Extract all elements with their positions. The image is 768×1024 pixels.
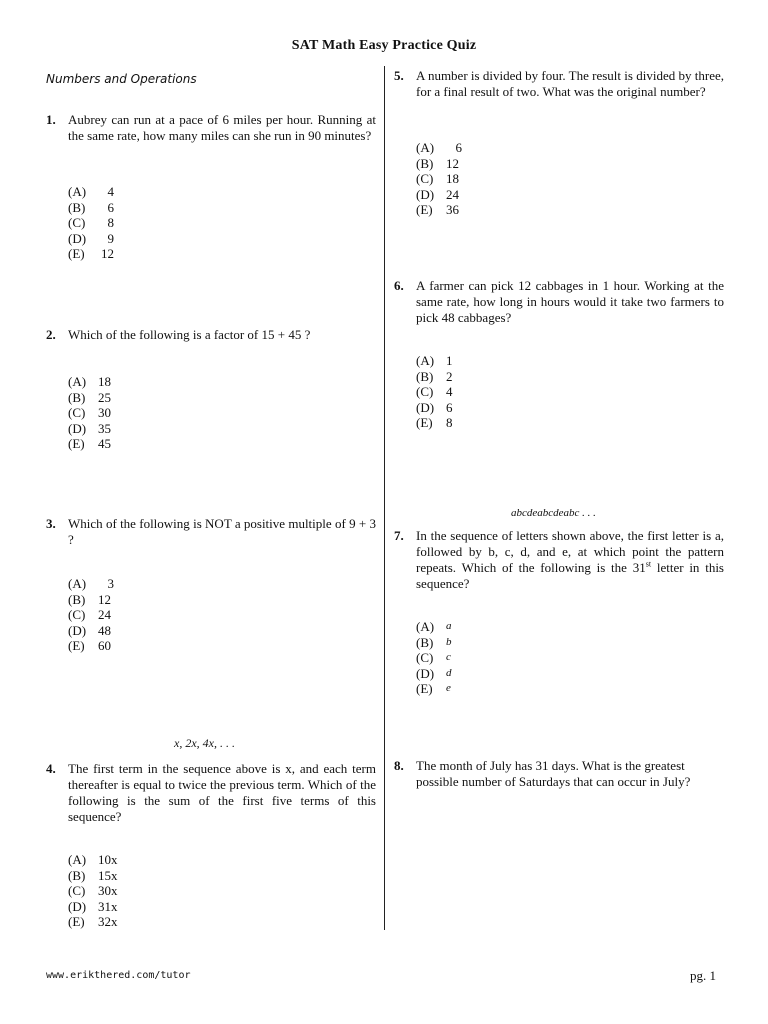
choices-1 <box>68 184 114 262</box>
choice-value: 6 <box>107 199 114 215</box>
section-heading: Numbers and Operations <box>46 72 197 86</box>
question-5 <box>394 68 724 100</box>
page-number: pg. 1 <box>690 968 716 983</box>
question-text-part: letter in this sequence? <box>416 560 724 591</box>
choice[interactable] <box>416 156 470 172</box>
choice-value: 48 <box>98 622 111 638</box>
choice-label: (D) <box>416 399 435 415</box>
choice-label: (E) <box>68 246 85 261</box>
question-number: 1. <box>46 112 56 127</box>
choice[interactable] <box>416 650 470 666</box>
choice-label: (A) <box>416 140 435 155</box>
choice[interactable] <box>68 215 114 231</box>
choice-value: 24 <box>446 186 459 202</box>
choice[interactable] <box>416 202 470 218</box>
choice-value: 6 <box>455 140 462 155</box>
choice-label: (A) <box>68 576 87 591</box>
choice-label: (C) <box>416 384 434 399</box>
choice-label: (E) <box>68 914 85 929</box>
question-7 <box>394 528 724 592</box>
choice-label: (B) <box>68 389 86 405</box>
column-divider <box>384 66 385 930</box>
choice-value: 30x <box>98 883 118 898</box>
choice-label: (A) <box>68 184 87 199</box>
choice-value: 6 <box>446 399 453 415</box>
choice[interactable] <box>416 666 470 682</box>
choice[interactable] <box>416 187 470 203</box>
question-2 <box>46 327 376 343</box>
choice-value: 31x <box>98 898 118 914</box>
question-text-part: In the sequence of letters shown above, the first letter is a, followed by b, c, d, and e, at which point the pattern repeats. Which of the following is the 31 <box>416 528 724 575</box>
choice-value: 12 <box>101 246 114 261</box>
choice-value: c <box>446 651 451 663</box>
question-text <box>416 528 724 592</box>
choice-value: 1 <box>446 353 453 368</box>
choice-value: 4 <box>446 384 453 399</box>
question-4 <box>46 761 376 825</box>
choice[interactable] <box>416 171 470 187</box>
choice-value: e <box>446 682 451 694</box>
choice-label: (A) <box>68 852 87 867</box>
choice[interactable] <box>416 681 470 697</box>
choice[interactable] <box>68 231 114 247</box>
question-text: A number is divided by four. The result is divided by three, for a final result of two. What was the original number? <box>416 68 724 99</box>
choice-value: 12 <box>446 155 459 171</box>
choice[interactable] <box>416 400 470 416</box>
choice-value: 8 <box>107 215 114 230</box>
choice[interactable] <box>68 914 122 930</box>
question-number: 6. <box>394 278 404 293</box>
choice[interactable] <box>68 390 122 406</box>
choice[interactable] <box>416 140 470 156</box>
footer-url[interactable]: www.erikthered.com/tutor <box>46 970 191 981</box>
choice-value: 12 <box>98 591 111 607</box>
choice[interactable] <box>416 635 470 651</box>
choice-value: 3 <box>107 576 114 591</box>
question-8 <box>394 758 724 790</box>
choice[interactable] <box>68 623 122 639</box>
question-text: Aubrey can run at a pace of 6 miles per hour. Running at the same rate, how many miles can she run in 90 minutes? <box>68 112 376 143</box>
choice-value: 32x <box>98 914 118 929</box>
question-3 <box>46 516 376 548</box>
choice-value: 8 <box>446 415 453 430</box>
choice-value: 15x <box>98 867 118 883</box>
question-number: 3. <box>46 516 56 531</box>
choice-label: (D) <box>68 420 87 436</box>
choice[interactable] <box>416 415 470 431</box>
choice-label: (A) <box>416 619 435 634</box>
choice[interactable] <box>68 852 122 868</box>
choice[interactable] <box>416 369 470 385</box>
choice-label: (B) <box>68 591 86 607</box>
choice[interactable] <box>68 184 114 200</box>
choice-label: (B) <box>416 634 434 650</box>
choice-label: (E) <box>416 681 433 696</box>
question-number: 2. <box>46 327 56 342</box>
choice-value: 36 <box>446 202 459 217</box>
choice-value: 9 <box>107 230 114 246</box>
choice-label: (C) <box>416 171 434 186</box>
choice-label: (E) <box>68 638 85 653</box>
choice[interactable] <box>68 246 114 262</box>
choice-value: 2 <box>446 368 453 384</box>
ordinal-suffix: st <box>645 559 652 569</box>
choice-label: (C) <box>68 215 86 230</box>
choice-label: (A) <box>68 374 87 389</box>
choice[interactable] <box>416 384 470 400</box>
choice-value: 10x <box>98 852 118 867</box>
question-number: 7. <box>394 528 404 543</box>
choice-value: a <box>446 620 452 632</box>
choice-label: (B) <box>68 867 86 883</box>
choice-label: (C) <box>68 607 86 622</box>
choice-value: 60 <box>98 638 111 653</box>
choice-label: (E) <box>68 436 85 451</box>
choice-label: (C) <box>416 650 434 665</box>
choice[interactable] <box>68 883 122 899</box>
letter-sequence-expression: abcdeabcdeabc . . . <box>511 507 596 519</box>
choice[interactable] <box>68 405 122 421</box>
choice-value: d <box>446 666 452 679</box>
sequence-expression: x, 2x, 4x, . . . <box>174 736 235 750</box>
question-text: A farmer can pick 12 cabbages in 1 hour. Working at the same rate, how long in hours would it take two farmers to pick 48 cabbages? <box>416 278 724 325</box>
choice[interactable] <box>68 638 122 654</box>
choice-value: 4 <box>107 184 114 199</box>
choice[interactable] <box>68 868 122 884</box>
choice-label: (A) <box>416 353 435 368</box>
choice[interactable] <box>416 353 470 369</box>
choice-value: 25 <box>98 389 111 405</box>
choice-label: (D) <box>416 665 435 681</box>
choice-value: 18 <box>98 374 111 389</box>
question-text: Which of the following is a factor of 15 + 45 ? <box>68 327 311 342</box>
question-number: 4. <box>46 761 56 776</box>
choice[interactable] <box>68 200 114 216</box>
choice-label: (E) <box>416 415 433 430</box>
choices-2 <box>68 374 122 452</box>
choice-value: 18 <box>446 171 459 186</box>
choice[interactable] <box>68 374 122 390</box>
choices-4 <box>68 852 122 930</box>
choice[interactable] <box>68 607 122 623</box>
choice-label: (D) <box>68 230 87 246</box>
choice-label: (B) <box>416 155 434 171</box>
question-number: 5. <box>394 68 404 83</box>
choices-3 <box>68 576 122 654</box>
choice-label: (D) <box>68 622 87 638</box>
choice-value: 30 <box>98 405 111 420</box>
question-text: The month of July has 31 days. What is the greatest possible number of Saturdays that can occur in July? <box>416 758 691 789</box>
choice-value: 45 <box>98 436 111 451</box>
choice[interactable] <box>68 899 122 915</box>
choice-label: (E) <box>416 202 433 217</box>
choice[interactable] <box>68 592 122 608</box>
choice-label: (C) <box>68 405 86 420</box>
choice[interactable] <box>416 619 470 635</box>
choice-label: (D) <box>416 186 435 202</box>
choice-label: (B) <box>416 368 434 384</box>
choice-value: 35 <box>98 420 111 436</box>
choice-value: 24 <box>98 607 111 622</box>
choices-6 <box>416 353 470 431</box>
page-title: SAT Math Easy Practice Quiz <box>291 38 477 53</box>
choice[interactable] <box>68 576 122 592</box>
choice[interactable] <box>68 421 122 437</box>
question-1 <box>46 112 376 144</box>
choice-value: b <box>446 635 452 648</box>
choices-5 <box>416 140 470 218</box>
choice-label: (C) <box>68 883 86 898</box>
choice[interactable] <box>68 436 122 452</box>
question-text: Which of the following is NOT a positive multiple of 9 + 3 ? <box>68 516 376 547</box>
question-6 <box>394 278 724 326</box>
choice-label: (B) <box>68 199 86 215</box>
question-text: The first term in the sequence above is x, and each term thereafter is equal to twice the previous term. Which of the following is the sum of the first five terms of this sequence? <box>68 761 376 824</box>
choice-label: (D) <box>68 898 87 914</box>
question-number: 8. <box>394 758 404 773</box>
choices-7 <box>416 619 470 697</box>
